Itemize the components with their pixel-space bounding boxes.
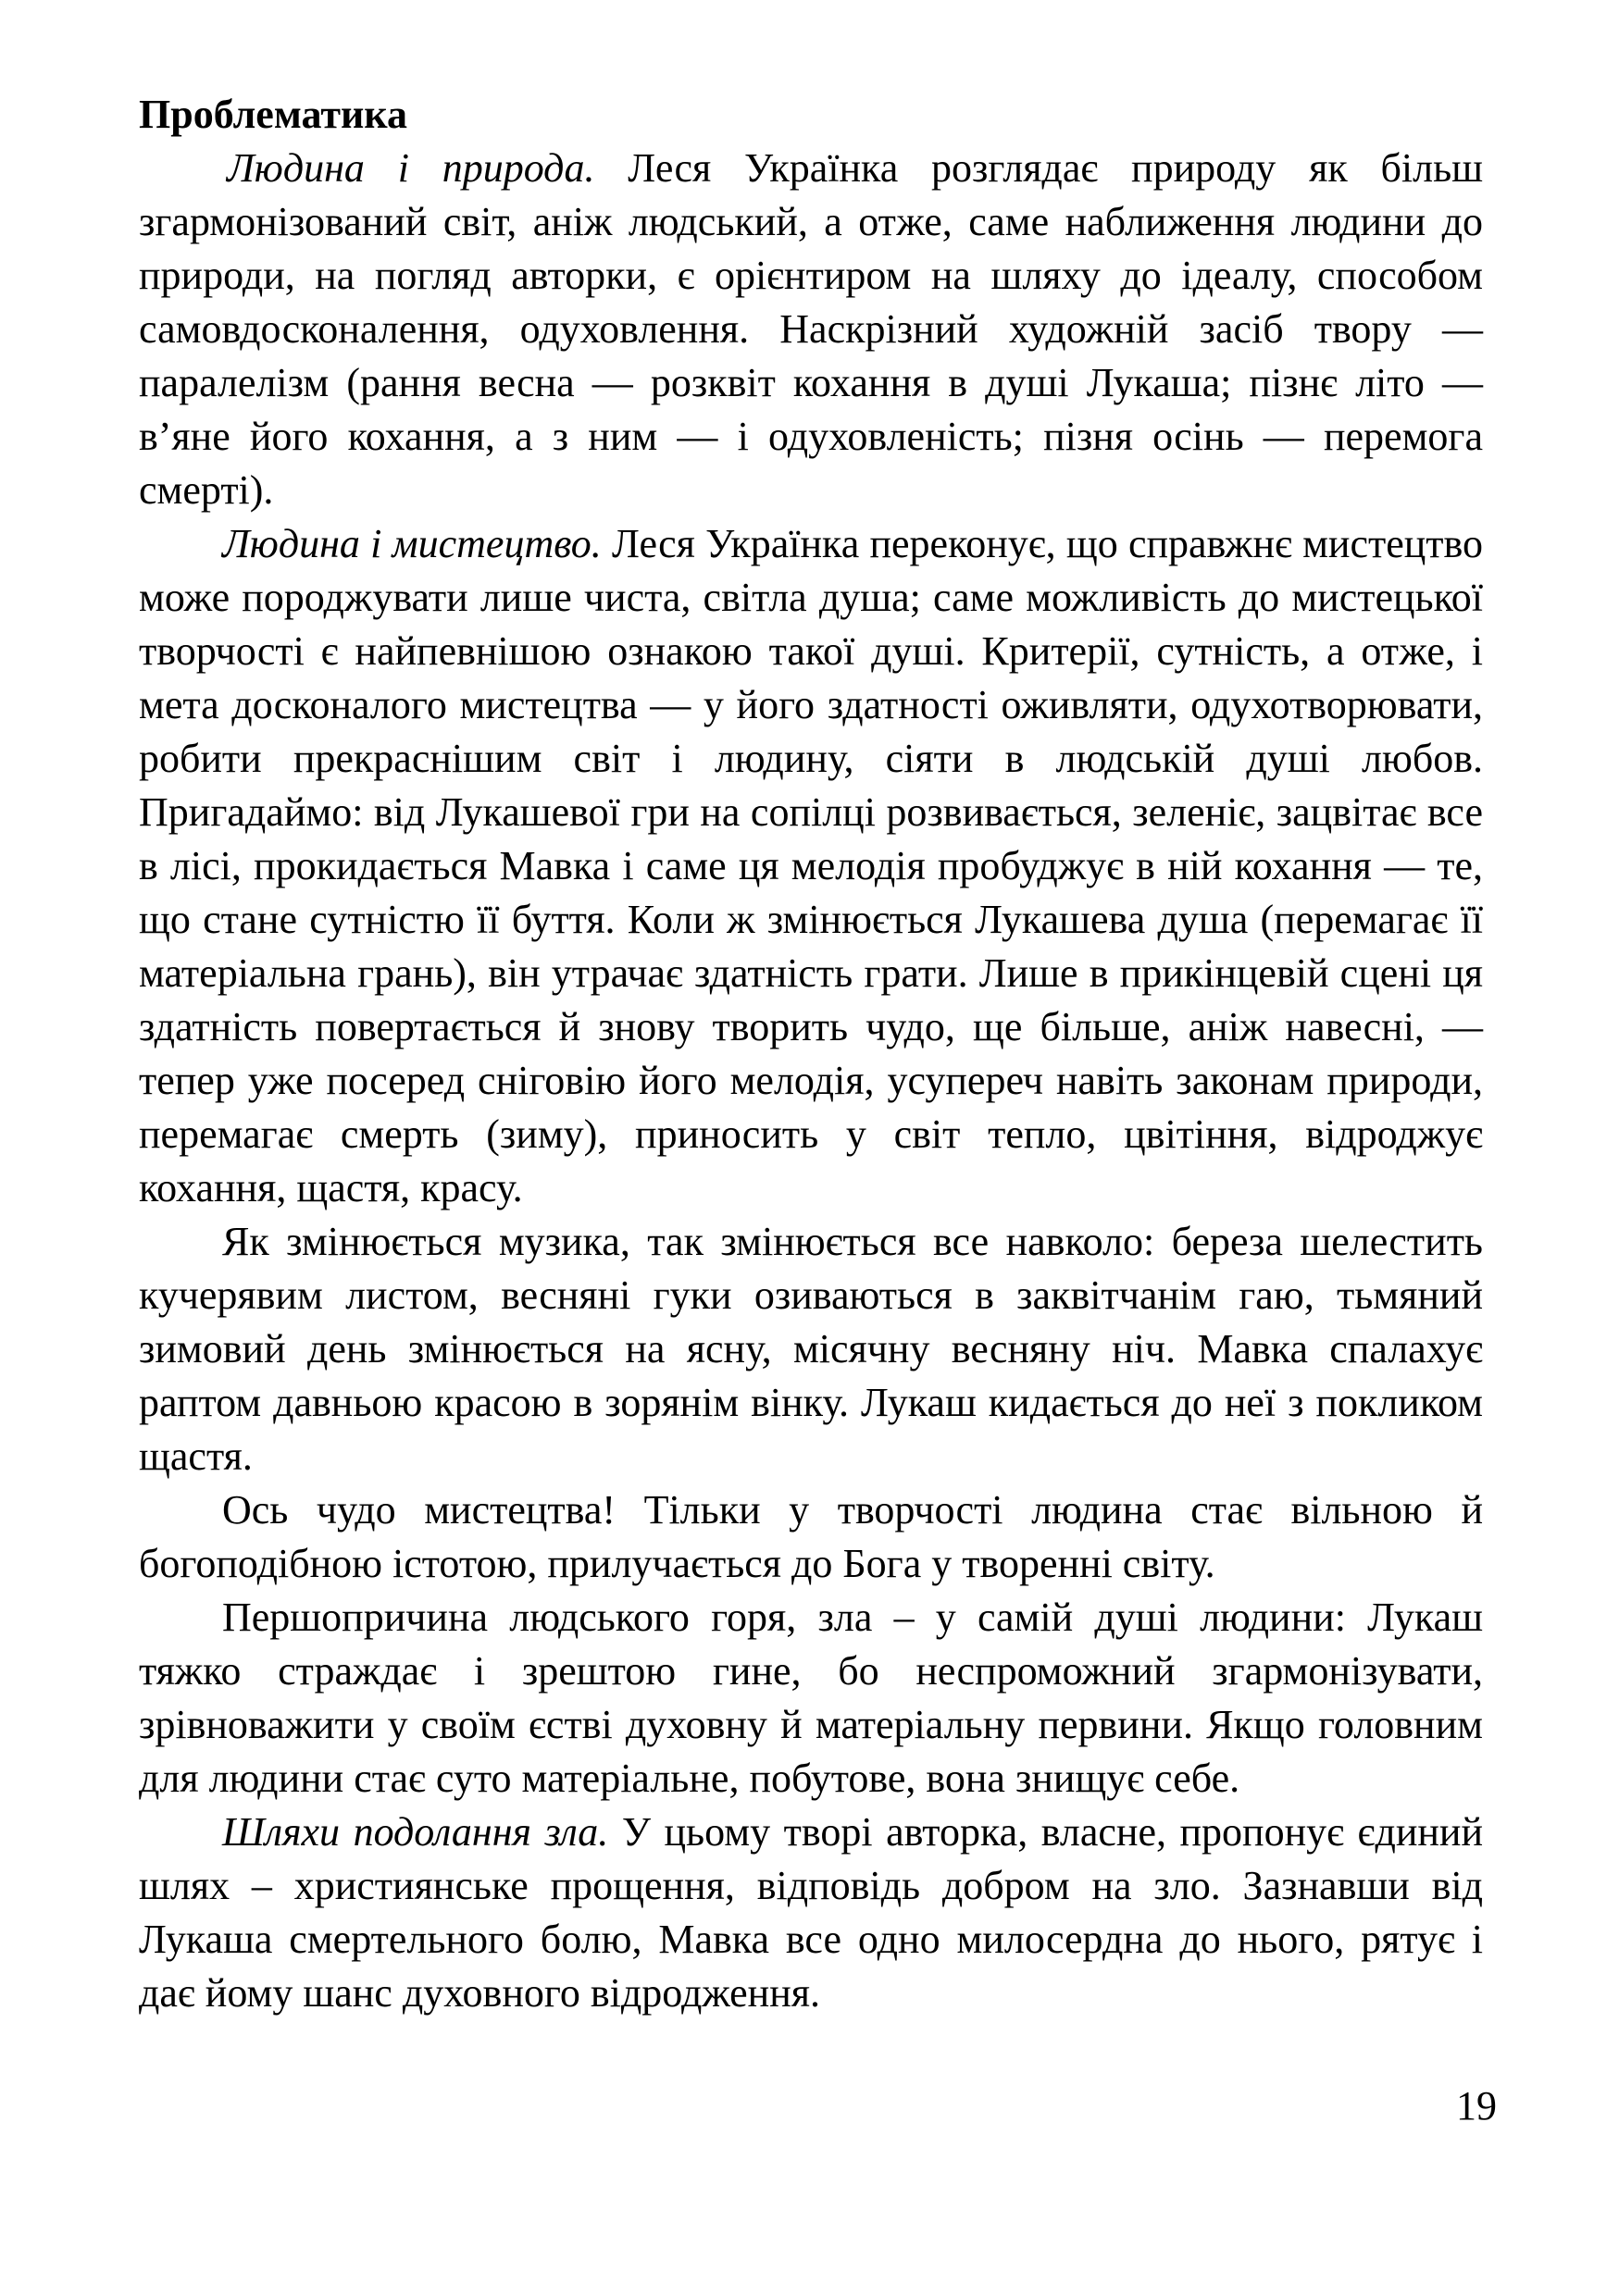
paragraph-art	[139, 517, 1483, 1215]
paragraph-cause	[139, 1591, 1483, 1806]
document-page	[139, 88, 1483, 2020]
section-heading: Проблематика	[139, 92, 407, 137]
paragraph-text: Леся Українка розглядає природу як більш згармонізований світ, аніж людський, а отже, саме наближення людини до природи, на погляд авторки, є орієнтиром на шляху до ідеалу, способом самовдосконалення, одуховлення. Наскрізний художній засіб твору — паралелізм (рання весна — розквіт кохання в душі Лукаша; пізнє літо — в’яне його кохання, а з ним — і одуховленість; пізня осінь — перемога смерті).	[139, 145, 1484, 513]
paragraph-nature	[139, 142, 1483, 517]
paragraph-text: Як змінюється музика, так змінюється все навколо: береза шелестить кучерявим листом, весняні гуки озиваються в заквітчанім гаю, тьмяний зимовий день змінюється на ясну, місячну весняну ніч. Мавка спалахує раптом давньою красою в зорянім вінку. Лукаш кидається до неї з покликом щастя.	[139, 1219, 1483, 1479]
paragraph-miracle	[139, 1483, 1483, 1591]
paragraph-lead: Людина і мистецтво.	[222, 521, 602, 566]
paragraph-music	[139, 1215, 1483, 1483]
paragraph-text: Першопричина людського горя, зла – у самій душі людини: Лукаш тяжко страждає і зрештою гине, бо неспроможний згармонізувати, зрівноважити у своїм єстві духовну й матеріальну первини. Якщо головним для людини стає суто матеріальне, побутове, вона знищує себе.	[139, 1595, 1483, 1801]
paragraph-overcoming-evil	[139, 1806, 1483, 2020]
page-number: 19	[1456, 2083, 1497, 2128]
paragraph-lead: Шляхи подолання зла.	[222, 1809, 609, 1855]
paragraph-lead: Людина і природа.	[227, 145, 595, 191]
paragraph-text: Леся Українка переконує, що справжнє мистецтво може породжувати лише чиста, світла душа; саме можливість до мистецької творчості є найпевнішою ознакою такої душі. Критерії, сутність, а отже, і мета досконалого мистецтва — у його здатності оживляти, одухотворювати, робити прекраснішим світ і людину, сіяти в людській душі любов. Пригадаймо: від Лукашевої гри на сопілці розвивається, зеленіє, зацвітає все в лісі, прокидається Мавка і саме ця мелодія пробуджує в ній кохання — те, що стане сутністю її буття. Коли ж змінюється Лукашева душа (перемагає її матеріальна грань), він утрачає здатність грати. Лише в прикінцевій сцені ця здатність повертається й знову творить чудо, ще більше, аніж навесні, — тепер уже посеред сніговію його мелодія, усупереч навіть законам природи, перемагає смерть (зиму), приносить у світ тепло, цвітіння, відроджує кохання, щастя, красу.	[139, 521, 1484, 1210]
paragraph-text: Ось чудо мистецтва! Тільки у творчості людина стає вільною й богоподібною істотою, прилучається до Бога у творенні світу.	[139, 1487, 1483, 1586]
paragraph-text: У цьому творі авторка, власне, пропонує єдиний шлях – християнське прощення, відповідь добром на зло. Зазнавши від Лукаша смертельного болю, Мавка все одно милосердна до нього, рятує і дає йому шанс духовного відродження.	[139, 1809, 1484, 2016]
